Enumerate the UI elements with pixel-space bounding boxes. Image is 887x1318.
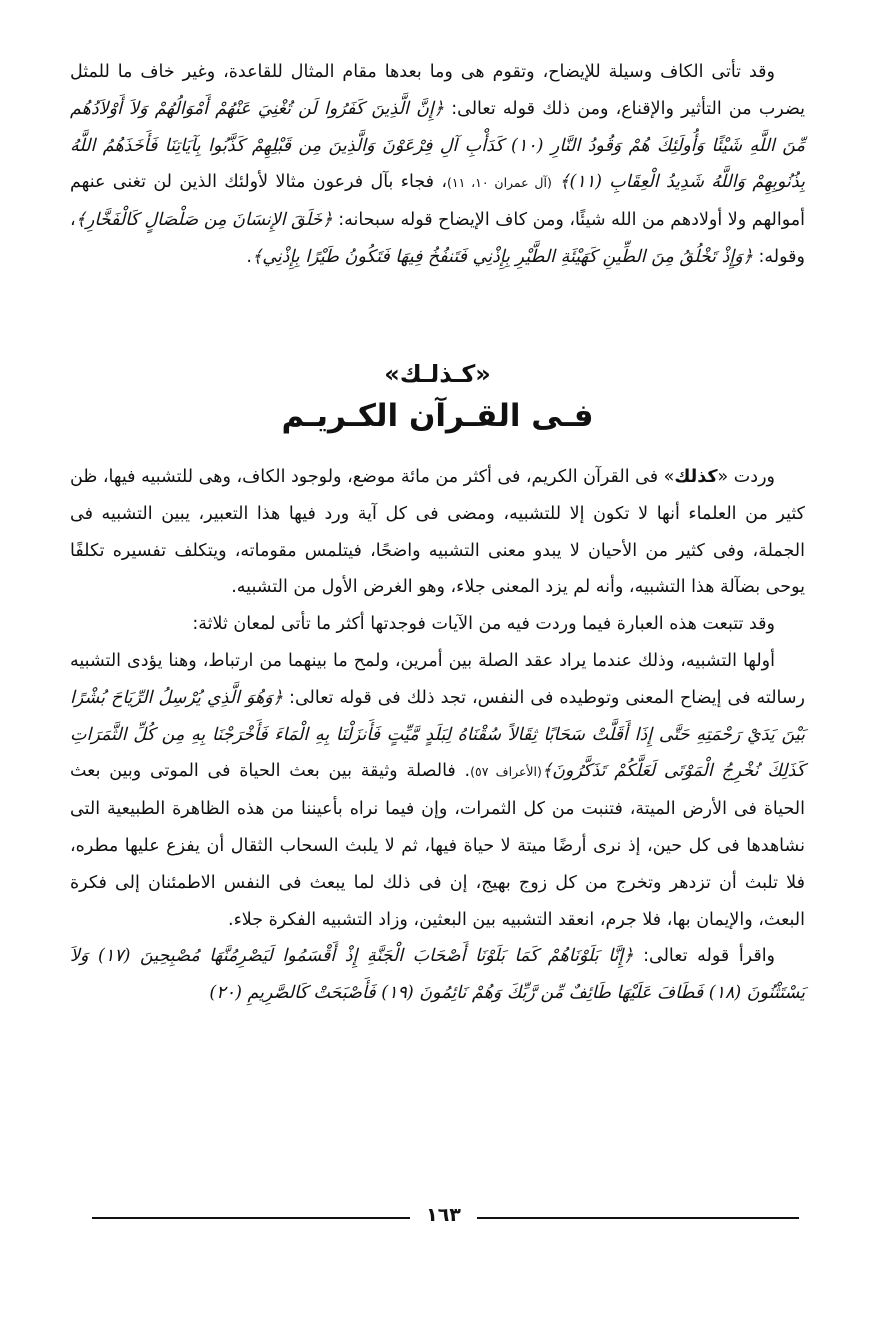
quran-verse: ﴿خَلَقَ الإِنسَانَ مِن صَلْصَالٍ كَالْفَخَّارِ﴾ bbox=[75, 210, 333, 231]
text-run: . فالصلة وثيقة بين بعث الحياة فى الموتى وبين بعث الحياة فى الأرض الميتة، فتنبت من كل الثمرات، وإن فيما نراه بأعيننا من هذه الظاهرة الطبيعية التى نشاهدها فى كل حين، إذ نرى أرضًا ميتة لا حياة فيها، ثم لا يلبث السحاب الثقال أن يفزع عليها مطره، فلا تلبث أن تزدهر وتخرج من كل زوج بهيج، إن فى ذلك لما يبعث فى النفس الاطمئنان إلى فكرة البعث، والإيمان بها، فلا جرم، انعقد التشبيه بين البعثين، وزاد التشبيه الفكرة جلاء. bbox=[70, 761, 805, 930]
page-number: ١٦٣ bbox=[426, 1204, 461, 1226]
quran-verse: ﴿وَهُوَ الَّذِي يُرْسِلُ الرِّيَاحَ بُشْرًا بَيْنَ يَدَيْ رَحْمَتِهِ حَتَّى إِذَا أَقَلَّتْ سَحَابًا ثِقَالاً سُقْنَاهُ لِبَلَدٍ مَّيِّتٍ فَأَنزَلْنَا بِهِ الْمَاءَ فَأَخْرَجْنَا بِهِ مِن كُلِّ الثَّمَرَاتِ كَذَلِكَ نُخْرِجُ الْمَوْتَى لَعَلَّكُمْ تَذَكَّرُونَ﴾ bbox=[70, 687, 805, 782]
text-run: ، وقوله: bbox=[70, 210, 805, 267]
footer-rule-right bbox=[477, 1217, 799, 1219]
section-heading-line2: فـى القـرآن الكـريـم bbox=[281, 398, 594, 434]
text-run: وقد تأتى الكاف وسيلة للإيضاح، وتقوم هى وما بعدها مقام المثال للقاعدة، وغير خاف ما للمثل يضرب من التأثير والإقناع، ومن ذلك قوله تعالى: bbox=[70, 62, 805, 119]
quran-verse: ﴿وَإِذْ تَخْلُقُ مِنَ الطِّينِ كَهَيْئَةِ الطَّيْرِ بِإِذْنِي فَتَنفُخُ فِيهَا فَتَكُونُ طَيْرًا بِإِذْنِي﴾ bbox=[251, 246, 753, 267]
body-block bbox=[70, 459, 805, 1012]
intro-block bbox=[70, 54, 805, 276]
bold-term: كذلك bbox=[674, 467, 718, 487]
text-run: أولها التشبيه، وذلك عندما يراد عقد الصلة بين أمرين، ولمح ما بينهما من ارتباط، وهنا يؤدى التشبيه رسالته فى إيضاح المعنى وتوطيده فى النفس، تجد ذلك فى قوله تعالى: bbox=[70, 650, 805, 708]
paragraph-kaf-clarification bbox=[70, 54, 805, 276]
text-run: ، فجاء بآل فرعون مثالا لأولئك الذين لن تغنى عنهم أموالهم ولا أولادهم من الله شيئًا، ومن كاف الإيضاح قوله سبحانه: bbox=[70, 172, 805, 231]
paragraph-first-meaning bbox=[70, 643, 805, 938]
text-run: . bbox=[246, 246, 252, 267]
quran-verse: ﴿إِنَّ الَّذِينَ كَفَرُوا لَن تُغْنِيَ عَنْهُمْ أَمْوَالُهُمْ وَلاَ أَوْلاَدُهُم مِّنَ اللَّهِ شَيْئًا وَأُولَئِكَ هُمْ وَقُودُ النَّارِ (١٠) كَدَأْبِ آلِ فِرْعَوْنَ وَالَّذِينَ مِن قَبْلِهِمْ كَذَّبُوا بِآيَاتِنَا فَأَخَذَهُمُ اللَّهُ بِذُنُوبِهِمْ وَاللَّهُ شَدِيدُ الْعِقَابِ (١١)﴾ bbox=[70, 98, 805, 193]
quran-verse: ﴿إِنَّا بَلَوْنَاهُمْ كَمَا بَلَوْنَا أَصْحَابَ الْجَنَّةِ إِذْ أَقْسَمُوا لَيَصْرِمُنَّهَا مُصْبِحِينَ (١٧) وَلاَ يَسْتَثْنُونَ (١٨) فَطَافَ عَلَيْهَا طَائِفٌ مِّن رَّبِّكَ وَهُمْ نَائِمُونَ (١٩) فَأَصْبَحَتْ كَالصَّرِيمِ (٢٠) bbox=[70, 946, 805, 1004]
text-run: وردت « bbox=[717, 467, 775, 487]
text-run: واقرأ قوله تعالى: bbox=[633, 946, 776, 967]
section-heading-line1: «كـذلـك» bbox=[384, 360, 491, 388]
paragraph-kadhalika-usage bbox=[70, 459, 805, 606]
verse-reference: (آل عمران ١٠، ١١) bbox=[447, 175, 552, 191]
paragraph-three-meanings: وقد تتبعت هذه العبارة فيما وردت فيه من الآيات فوجدتها أكثر ما تأتى لمعان ثلاثة: bbox=[192, 614, 775, 635]
paragraph-garden-verse bbox=[70, 938, 805, 1012]
verse-reference: (الأعراف ٥٧) bbox=[470, 764, 542, 780]
footer-rule-left bbox=[92, 1217, 410, 1219]
text-run: » فى القرآن الكريم، فى أكثر من مائة موضع، ولوجود الكاف، وهى للتشبيه فيها، ظن كثير من العلماء أنها لا تكون إلا للتشبيه، ومضى فى كل آية ورد فيها هذا التعبير، يبين التشبيه فى الجملة، وفى كثير من الأحيان لا يبدو معنى التشبيه واضحًا، فيتلمس مقوماته، ويتكلف تفسيره تكلفًا يوحى بضآلة هذا التشبيه، وأنه لم يزد المعنى جلاء، وهو الغرض الأول من التشبيه. bbox=[70, 467, 805, 598]
